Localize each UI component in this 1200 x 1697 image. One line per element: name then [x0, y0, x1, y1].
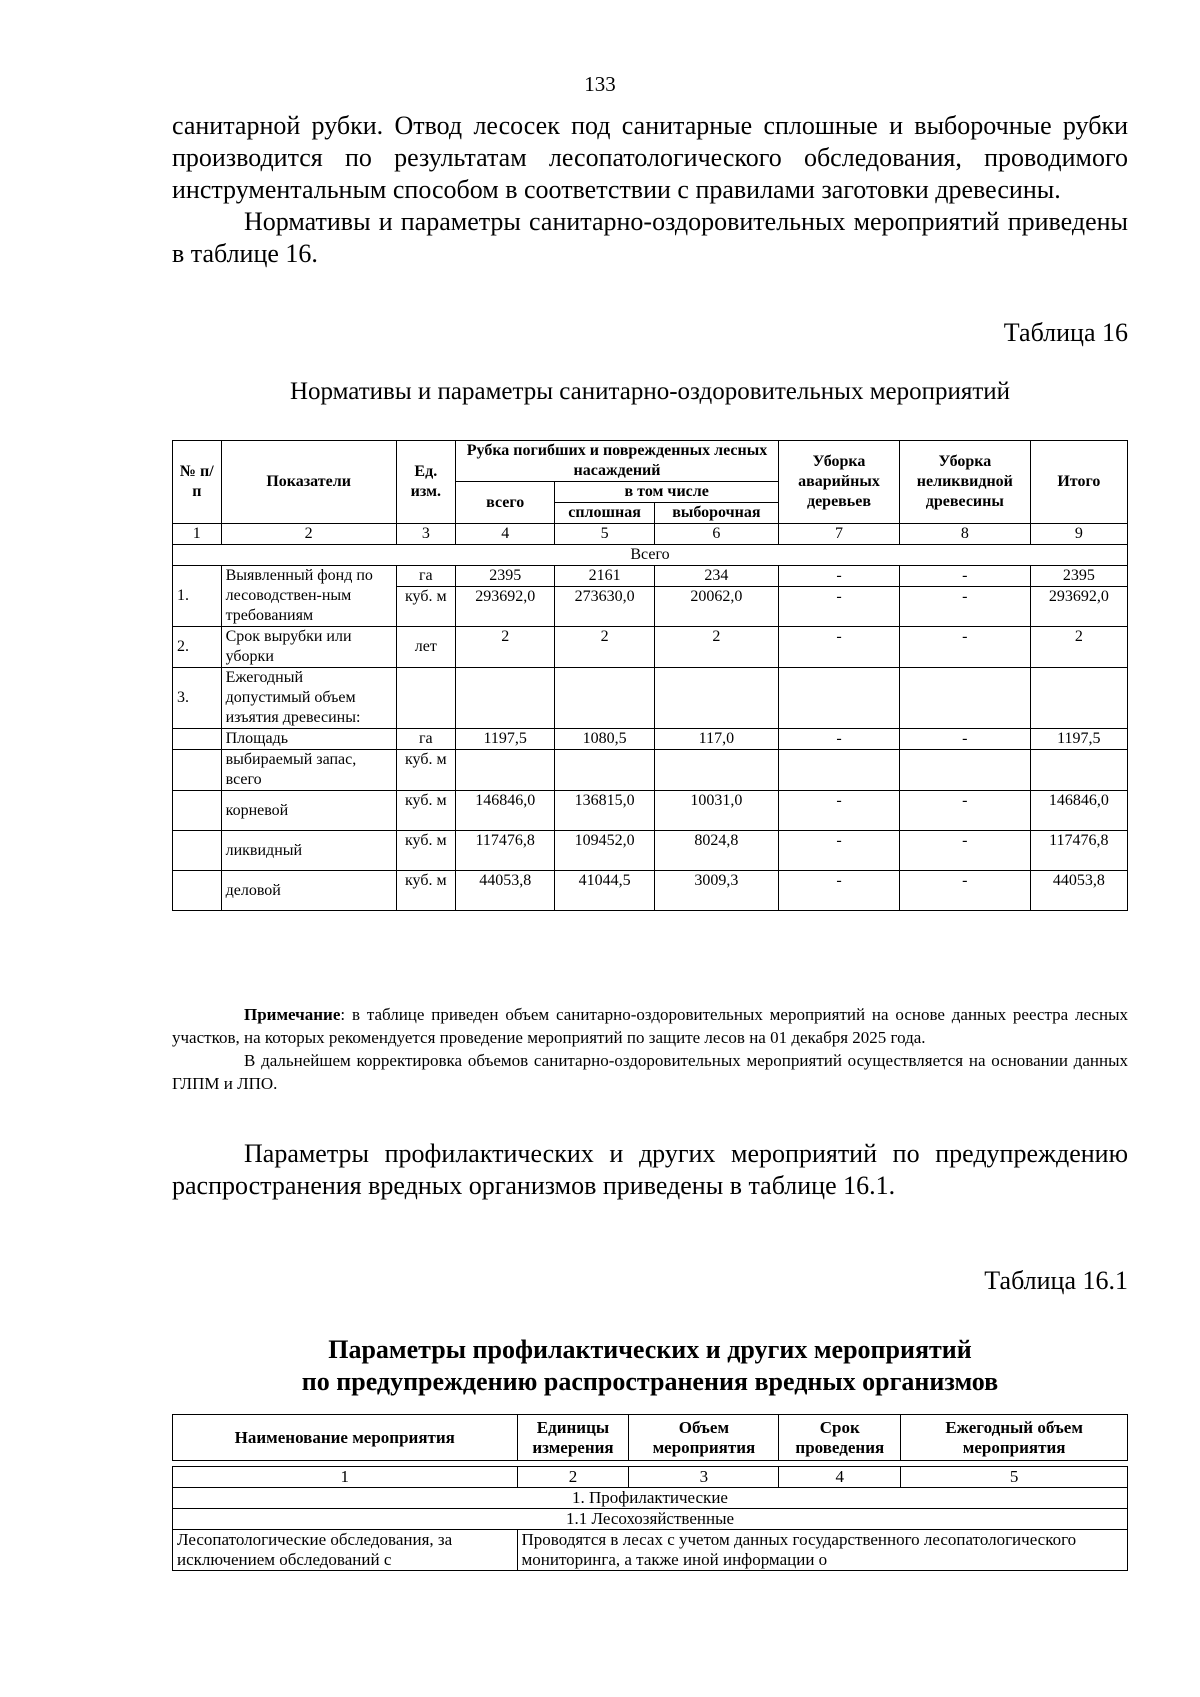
paragraph-1-text: санитарной рубки. Отвод лесосек под санитарные сплошные и выборочные рубки производится по результатам лесопатологического обследования, проводимого инструментальным способом в соответствии с правилами заготовки древесины. — [172, 111, 1128, 204]
cell: 146846,0 — [456, 791, 555, 831]
col-num: 4 — [456, 524, 555, 545]
row-num-empty — [173, 791, 222, 831]
col-num: 1 — [173, 1467, 518, 1488]
row-unit: куб. м — [396, 750, 455, 791]
row-name: Выявленный фонд по лесоводствен-ным требованиям — [221, 566, 396, 627]
note-text-2: В дальнейшем корректировка объемов санитарно-оздоровительных мероприятий осуществляется на основании данных ГЛПМ и ЛПО. — [172, 1051, 1128, 1093]
row-num-empty — [173, 729, 222, 750]
cell: 8024,8 — [654, 831, 778, 871]
cell: 293692,0 — [456, 587, 555, 627]
cell: 117476,8 — [456, 831, 555, 871]
header-name: Наименование мероприятия — [173, 1415, 518, 1461]
cell-empty — [396, 668, 455, 729]
note-text-1: : в таблице приведен объем санитарно-оздоровительных мероприятий на основе данных реестра лесных участков, на которых рекомендуется проведение мероприятий по защите лесов на 01 декабря 2025 года. — [172, 1005, 1128, 1047]
header-term: Срок проведения — [779, 1415, 901, 1461]
table-161-title-line-1: Параметры профилактических и других мероприятий — [328, 1335, 972, 1364]
header-unit: Единицы измерения — [517, 1415, 629, 1461]
cell: - — [779, 791, 900, 831]
row-unit: куб. м — [396, 831, 455, 871]
cell: 44053,8 — [456, 871, 555, 911]
cell: 2395 — [1030, 566, 1127, 587]
cell: 2 — [555, 627, 654, 668]
cell: 117,0 — [654, 729, 778, 750]
row-unit: куб. м — [396, 871, 455, 911]
row-num: 3. — [173, 668, 222, 729]
row-unit: куб. м — [396, 587, 455, 627]
header-total-all: всего — [456, 482, 555, 524]
col-num: 3 — [396, 524, 455, 545]
table-161-caption: Таблица 16.1 — [984, 1266, 1128, 1295]
cell: 41044,5 — [555, 871, 654, 911]
row-num-empty — [173, 831, 222, 871]
col-num: 7 — [779, 524, 900, 545]
cell: 1197,5 — [456, 729, 555, 750]
header-total: Итого — [1030, 441, 1127, 524]
cell: - — [899, 627, 1030, 668]
cell: - — [899, 871, 1030, 911]
col-num: 3 — [629, 1467, 779, 1488]
header-felling: Рубка погибших и поврежденных лесных насаждений — [456, 441, 779, 482]
row-name: ликвидный — [221, 831, 396, 871]
col-num: 2 — [221, 524, 396, 545]
col-num: 2 — [517, 1467, 629, 1488]
cell: - — [779, 587, 900, 627]
cell: 1197,5 — [1030, 729, 1127, 750]
header-emergency: Уборка аварийных деревьев — [779, 441, 900, 524]
row-name: корневой — [221, 791, 396, 831]
cell-empty — [779, 750, 900, 791]
cell: - — [779, 627, 900, 668]
cell: 2 — [1030, 627, 1127, 668]
cell: 2 — [654, 627, 778, 668]
row-unit: лет — [396, 627, 455, 668]
cell: - — [899, 587, 1030, 627]
note-label: Примечание — [244, 1005, 341, 1024]
cell: 1080,5 — [555, 729, 654, 750]
cell: - — [779, 831, 900, 871]
header-selective: выборочная — [654, 503, 778, 524]
cell-empty — [899, 750, 1030, 791]
table-161-title-line-2: по предупреждению распространения вредных организмов — [301, 1367, 999, 1396]
section-prophylactic: 1. Профилактические — [173, 1488, 1128, 1509]
row-name: Ежегодный допустимый объем изъятия древесины: — [221, 668, 396, 729]
section-all: Всего — [173, 545, 1128, 566]
cell-empty — [456, 668, 555, 729]
cell: 3009,3 — [654, 871, 778, 911]
col-num: 8 — [899, 524, 1030, 545]
paragraph-2-text: Нормативы и параметры санитарно-оздоровительных мероприятий приведены в таблице 16. — [172, 207, 1128, 268]
table-16-title: Нормативы и параметры санитарно-оздоровительных мероприятий — [289, 378, 1011, 405]
row-name: Площадь — [221, 729, 396, 750]
cell-empty — [654, 668, 778, 729]
page-number: 133 — [584, 72, 616, 96]
cell: 136815,0 — [555, 791, 654, 831]
cell-empty — [456, 750, 555, 791]
header-volume: Объем мероприятия — [629, 1415, 779, 1461]
cell-empty — [555, 750, 654, 791]
row-description: Проводятся в лесах с учетом данных государственного лесопатологического мониторинга, а также иной информации о — [517, 1530, 1127, 1571]
cell: - — [779, 729, 900, 750]
header-num: № п/п — [173, 441, 222, 524]
row-unit: га — [396, 729, 455, 750]
section-forestry: 1.1 Лесохозяйственные — [173, 1509, 1128, 1530]
col-num: 9 — [1030, 524, 1127, 545]
cell: 273630,0 — [555, 587, 654, 627]
cell: 234 — [654, 566, 778, 587]
cell: 117476,8 — [1030, 831, 1127, 871]
table-16-caption: Таблица 16 — [1003, 318, 1128, 347]
col-num: 5 — [901, 1467, 1128, 1488]
paragraph-3 — [172, 1138, 1128, 1202]
row-num-empty — [173, 871, 222, 911]
row-num: 1. — [173, 566, 222, 627]
header-annual: Ежегодный объем мероприятия — [901, 1415, 1128, 1461]
row-num: 2. — [173, 627, 222, 668]
row-name: Лесопатологические обследования, за исключением обследований с — [173, 1530, 518, 1571]
cell-empty — [1030, 668, 1127, 729]
header-unit: Ед. изм. — [396, 441, 455, 524]
note-paragraph-1 — [172, 1003, 1128, 1049]
header-clear: сплошная — [555, 503, 654, 524]
cell-empty — [899, 668, 1030, 729]
row-unit: га — [396, 566, 455, 587]
row-num-empty — [173, 750, 222, 791]
cell-empty — [779, 668, 900, 729]
cell: - — [899, 831, 1030, 871]
cell: - — [899, 566, 1030, 587]
header-illiquid: Уборка неликвидной древесины — [899, 441, 1030, 524]
row-name: выбираемый запас, всего — [221, 750, 396, 791]
cell: - — [899, 729, 1030, 750]
cell: - — [899, 791, 1030, 831]
paragraph-3-text: Параметры профилактических и других мероприятий по предупреждению распространения вредных организмов приведены в таблице 16.1. — [172, 1139, 1128, 1200]
cell: - — [779, 871, 900, 911]
table-note — [172, 1003, 1128, 1095]
cell-empty — [1030, 750, 1127, 791]
header-indicator: Показатели — [221, 441, 396, 524]
header-including: в том числе — [555, 482, 779, 503]
cell: 20062,0 — [654, 587, 778, 627]
cell: 109452,0 — [555, 831, 654, 871]
cell: 10031,0 — [654, 791, 778, 831]
col-num: 6 — [654, 524, 778, 545]
col-num: 1 — [173, 524, 222, 545]
cell: 2 — [456, 627, 555, 668]
cell: - — [779, 566, 900, 587]
table-16 — [172, 440, 1128, 911]
row-name: Срок вырубки или уборки — [221, 627, 396, 668]
cell-empty — [555, 668, 654, 729]
row-name: деловой — [221, 871, 396, 911]
col-num: 4 — [779, 1467, 901, 1488]
table-161-title — [172, 1334, 1128, 1398]
cell: 44053,8 — [1030, 871, 1127, 911]
cell: 146846,0 — [1030, 791, 1127, 831]
column-number-row — [173, 524, 1128, 545]
cell: 2161 — [555, 566, 654, 587]
paragraph-1 — [172, 110, 1128, 270]
cell-empty — [654, 750, 778, 791]
row-unit: куб. м — [396, 791, 455, 831]
col-num: 5 — [555, 524, 654, 545]
cell: 2395 — [456, 566, 555, 587]
table-161 — [172, 1414, 1128, 1571]
cell: 293692,0 — [1030, 587, 1127, 627]
